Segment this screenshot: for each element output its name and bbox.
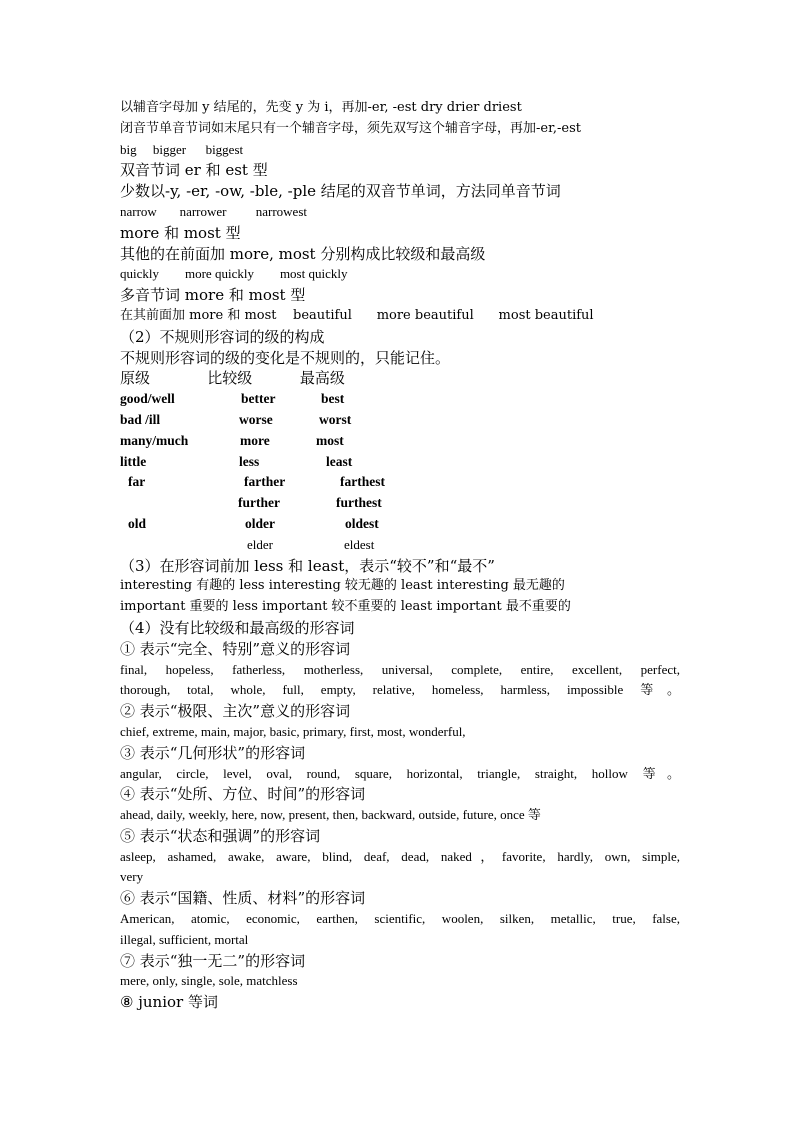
word-list: very [120, 869, 144, 885]
document-page [120, 98, 680, 1013]
base-form: good/well [120, 391, 175, 407]
superlative-form: worst [319, 411, 352, 427]
base-form: many/much [120, 432, 189, 448]
comparative-form: less [239, 453, 260, 469]
table-row [120, 452, 680, 473]
word-list: mere, only, single, sole, matchless [120, 973, 298, 989]
section-heading: （3）在形容词前加 less 和 least，表示“较不”和“最不” [120, 556, 495, 575]
text-line: 多音节词 more 和 most 型 [120, 286, 306, 305]
text-line: 其他的在前面加 more, most 分别构成比较级和最高级 [120, 244, 486, 263]
text-line: 不规则形容词的级的变化是不规则的，只能记住。 [120, 348, 451, 367]
comparative-form: worse [239, 411, 273, 427]
text-line: important 重要的 less important 较不重要的 least important 最不重要的 [120, 599, 571, 615]
word-list: asleep, ashamed, awake, aware, blind, deaf, dead, naked，favorite, hardly, own, simple, [120, 848, 680, 864]
subsection-heading: ③ 表示“几何形状”的形容词 [120, 743, 306, 762]
subsection-heading: ① 表示“完全、特别”意义的形容词 [120, 639, 351, 658]
base-form: old [128, 515, 147, 531]
text-line: quickly more quickly most quickly [120, 266, 348, 282]
superlative-form: best [321, 391, 345, 407]
word-list: final, hopeless, fatherless, motherless, universal, complete, entire, excellent, perfect, [120, 661, 680, 677]
comparative-form: better [241, 391, 276, 407]
table-row [120, 410, 680, 431]
superlative-form: furthest [336, 495, 382, 511]
table-row [120, 472, 680, 493]
text-line: 闭音节单音节词如末尾只有一个辅音字母，须先双写这个辅音字母，再加-er,-est [120, 120, 581, 136]
table-row [120, 514, 680, 535]
text-line: 双音节词 er 和 est 型 [120, 161, 268, 180]
subsection-heading: ⑧ junior 等词 [120, 993, 218, 1012]
text-line: narrow narrower narrowest [120, 203, 307, 219]
comparative-form: further [238, 495, 280, 511]
superlative-form: most [316, 432, 344, 448]
superlative-form: farthest [340, 474, 385, 490]
section-heading: （4）没有比较级和最高级的形容词 [120, 618, 355, 637]
table-row [120, 493, 680, 514]
word-list: American, atomic, economic, earthen, scientific, woolen, silken, metallic, true, false, [120, 911, 680, 927]
text-line: big bigger biggest [120, 141, 244, 157]
subsection-heading: ② 表示“极限、主次”意义的形容词 [120, 702, 351, 721]
subsection-heading: ④ 表示“处所、方位、时间”的形容词 [120, 785, 366, 804]
word-list: angular, circle, level, oval, round, square, horizontal, triangle, straight, hollow 等。 [120, 765, 680, 781]
text-line: 少数以-y, -er, -ow, -ble, -ple 结尾的双音节单词，方法同单音节词 [120, 182, 561, 201]
superlative-form: least [326, 453, 353, 469]
section-heading: （2）不规则形容词的级的构成 [120, 327, 325, 346]
comparative-form: older [245, 515, 275, 531]
text-line: 以辅音字母加 y 结尾的，先变 y 为 i，再加-er, -est dry drier driest [120, 100, 522, 115]
table-row [120, 389, 680, 410]
word-list: thorough, total, whole, full, empty, relative, homeless, harmless, impossible 等。 [120, 682, 680, 698]
subsection-heading: ⑤ 表示“状态和强调”的形容词 [120, 826, 321, 845]
comparative-form: farther [244, 474, 286, 490]
superlative-form: oldest [345, 515, 379, 531]
subsection-heading: ⑥ 表示“国籍、性质、材料”的形容词 [120, 889, 366, 908]
comparative-form: elder [247, 536, 273, 552]
base-form: bad /ill [120, 411, 161, 427]
table-row [120, 535, 680, 556]
subsection-heading: ⑦ 表示“独一无二”的形容词 [120, 951, 306, 970]
text-line: 在其前面加 more 和 most beautiful more beautiful most beautiful [120, 307, 594, 323]
text-line: interesting 有趣的 less interesting 较无趣的 least interesting 最无趣的 [120, 578, 565, 594]
word-list: ahead, daily, weekly, here, now, present, then, backward, outside, future, once 等 [120, 807, 541, 823]
comparative-form: more [240, 432, 270, 448]
word-list: chief, extreme, main, major, basic, primary, first, most, wonderful, [120, 723, 466, 739]
superlative-form: eldest [344, 536, 375, 552]
table-row [120, 431, 680, 452]
base-form: little [120, 453, 147, 469]
text-line: more 和 most 型 [120, 223, 241, 242]
table-header: 原级 比较级 最高级 [120, 369, 345, 388]
base-form: far [128, 474, 146, 490]
word-list: illegal, sufficient, mortal [120, 931, 249, 947]
